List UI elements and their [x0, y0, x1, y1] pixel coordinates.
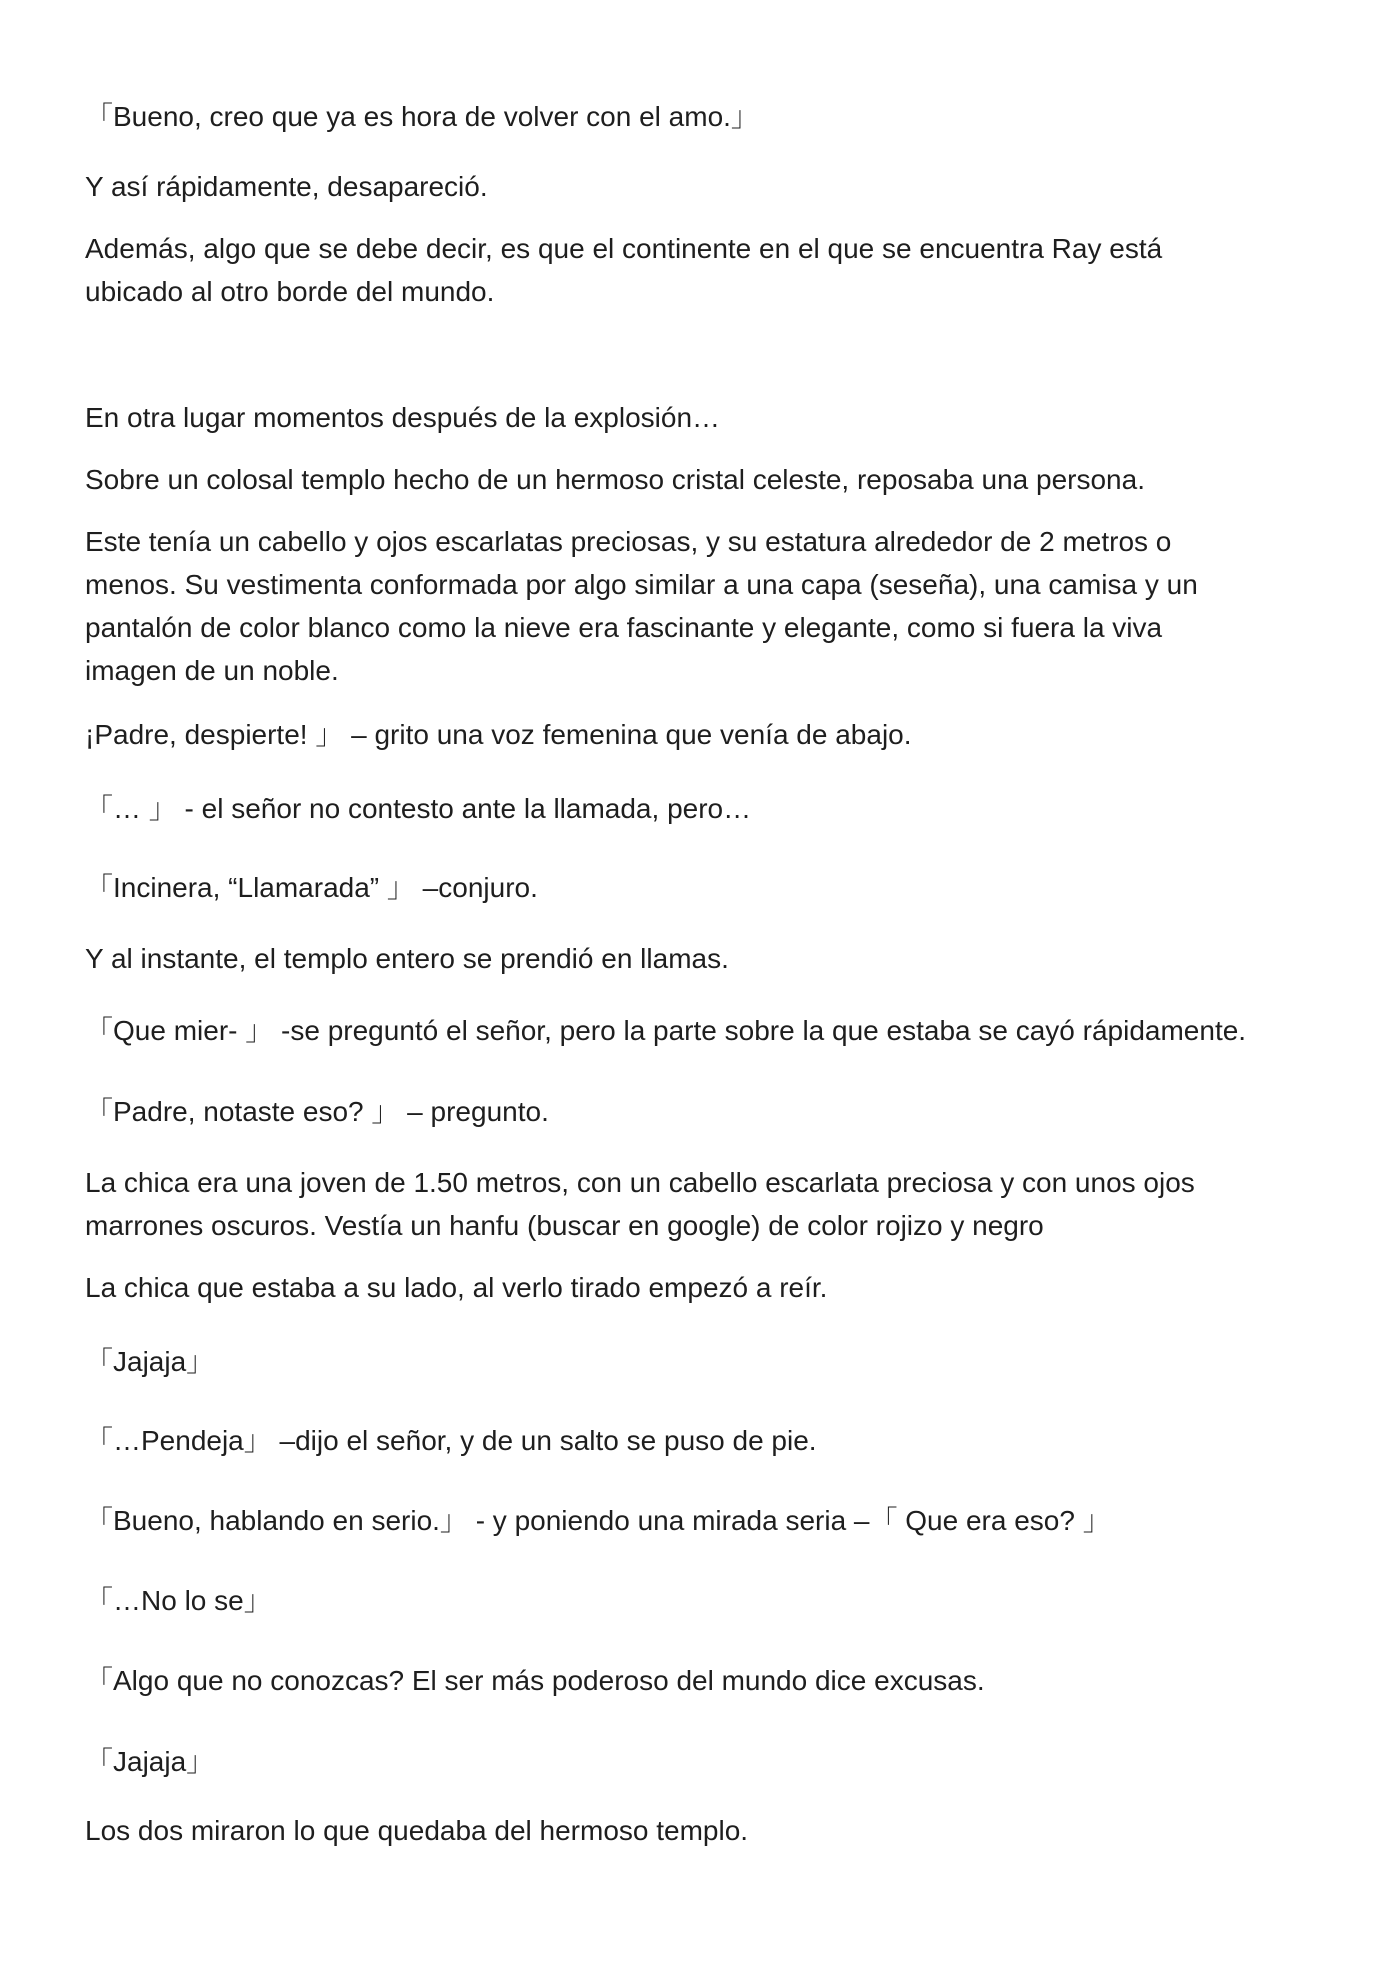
- paragraph-15: [85, 1340, 1335, 1383]
- text-line: La chica que estaba a su lado, al verlo tirado empezó a reír.: [85, 1272, 828, 1303]
- paragraph-19: [85, 1659, 1335, 1702]
- paragraph-11: [85, 1009, 1335, 1052]
- text-line: 「… 」 - el señor no contesto ante la llamada, pero…: [85, 793, 752, 824]
- text-line: La chica era una joven de 1.50 metros, con un cabello escarlata preciosa y con unos ojos: [85, 1167, 1195, 1198]
- text-line: pantalón de color blanco como la nieve era fascinante y elegante, como si fuera la viva: [85, 612, 1163, 643]
- text-line: 「…Pendeja」 –dijo el señor, y de un salto se puso de pie.: [85, 1425, 817, 1456]
- paragraph-1: [85, 95, 1335, 138]
- paragraph-3: [85, 227, 1335, 313]
- text-line: 「Jajaja」: [85, 1346, 215, 1377]
- paragraph-2: [85, 165, 1335, 208]
- paragraph-5: [85, 458, 1335, 501]
- text-line: En otra lugar momentos después de la explosión…: [85, 402, 721, 433]
- text-line: Y así rápidamente, desapareció.: [85, 171, 488, 202]
- paragraph-20: [85, 1740, 1335, 1783]
- paragraph-13: [85, 1161, 1335, 1247]
- paragraph-4: [85, 396, 1335, 439]
- text-line: ¡Padre, despierte! 」 – grito una voz femenina que venía de abajo.: [85, 719, 912, 750]
- text-line: 「Jajaja」: [85, 1746, 215, 1777]
- paragraph-9: [85, 866, 1335, 909]
- text-line: Sobre un colosal templo hecho de un hermoso cristal celeste, reposaba una persona.: [85, 464, 1145, 495]
- text-line: 「Bueno, creo que ya es hora de volver con el amo.」: [85, 101, 759, 132]
- text-line: menos. Su vestimenta conformada por algo similar a una capa (seseña), una camisa y un: [85, 569, 1198, 600]
- text-line: Los dos miraron lo que quedaba del hermoso templo.: [85, 1815, 749, 1846]
- text-line: 「Bueno, hablando en serio.」 - y poniendo una mirada seria –「 Que era eso? 」: [85, 1505, 1111, 1536]
- paragraph-14: [85, 1266, 1335, 1309]
- text-line: 「Algo que no conozcas? El ser más poderoso del mundo dice excusas.: [85, 1665, 985, 1696]
- text-line: ubicado al otro borde del mundo.: [85, 276, 495, 307]
- text-line: 「Incinera, “Llamarada” 」 –conjuro.: [85, 872, 538, 903]
- text-line: 「Que mier- 」 -se preguntó el señor, pero la parte sobre la que estaba se cayó rápidamente.: [85, 1015, 1247, 1046]
- paragraph-7: [85, 713, 1335, 756]
- paragraph-16: [85, 1419, 1335, 1462]
- paragraph-8: [85, 787, 1335, 830]
- text-line: marrones oscuros. Vestía un hanfu (buscar en google) de color rojizo y negro: [85, 1210, 1044, 1241]
- paragraph-17: [85, 1499, 1335, 1542]
- paragraph-6: [85, 520, 1335, 692]
- paragraph-21: [85, 1809, 1335, 1852]
- text-line: Este tenía un cabello y ojos escarlatas preciosas, y su estatura alrededor de 2 metros o: [85, 526, 1172, 557]
- text-line: Y al instante, el templo entero se prendió en llamas.: [85, 943, 729, 974]
- text-line: 「Padre, notaste eso? 」 – pregunto.: [85, 1096, 549, 1127]
- text-line: imagen de un noble.: [85, 655, 339, 686]
- text-line: 「…No lo se」: [85, 1585, 272, 1616]
- text-line: Además, algo que se debe decir, es que el continente en el que se encuentra Ray está: [85, 233, 1163, 264]
- paragraph-12: [85, 1090, 1335, 1133]
- paragraph-10: [85, 937, 1335, 980]
- paragraph-18: [85, 1579, 1335, 1622]
